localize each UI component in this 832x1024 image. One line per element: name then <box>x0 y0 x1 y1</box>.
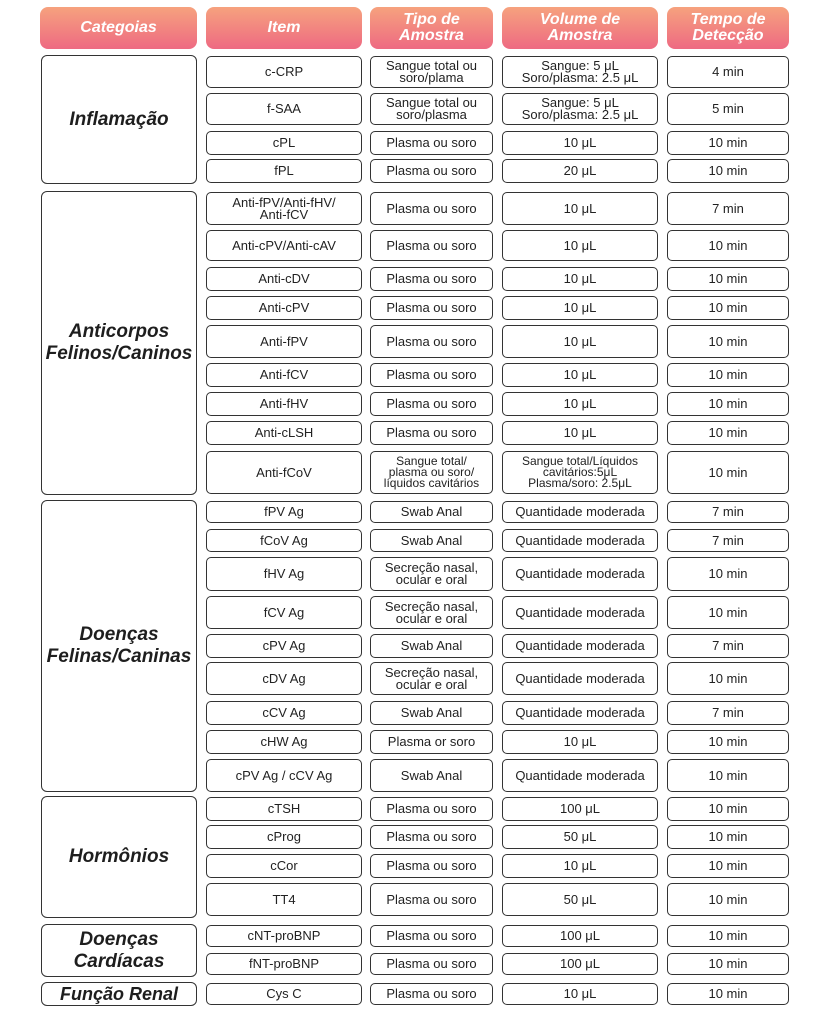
sample-volume-cell: Quantidade moderada <box>502 634 658 658</box>
detection-time-cell: 10 min <box>667 131 789 155</box>
detection-time-cell: 10 min <box>667 596 789 629</box>
item-cell: fPL <box>206 159 362 183</box>
sample-type-cell: Sangue total ou soro/plasma <box>370 93 493 125</box>
header-sample-volume: Volume de Amostra <box>502 7 658 49</box>
detection-time-cell: 5 min <box>667 93 789 125</box>
category-cell: Inflamação <box>41 55 197 184</box>
sample-volume-cell: Sangue: 5 μL Soro/plasma: 2.5 μL <box>502 56 658 88</box>
item-cell: Anti-fPV <box>206 325 362 358</box>
item-cell: TT4 <box>206 883 362 916</box>
detection-time-cell: 10 min <box>667 925 789 947</box>
sample-type-cell: Plasma ou soro <box>370 925 493 947</box>
sample-volume-cell: 10 μL <box>502 854 658 878</box>
item-cell: Anti-cPV/Anti-cAV <box>206 230 362 261</box>
item-cell: f-SAA <box>206 93 362 125</box>
item-cell: fHV Ag <box>206 557 362 591</box>
item-cell: cNT-proBNP <box>206 925 362 947</box>
sample-type-cell: Plasma ou soro <box>370 325 493 358</box>
sample-volume-cell: Quantidade moderada <box>502 662 658 695</box>
detection-time-cell: 10 min <box>667 759 789 792</box>
item-cell: Anti-fHV <box>206 392 362 416</box>
sample-type-cell: Sangue total ou soro/plama <box>370 56 493 88</box>
sample-volume-cell: 10 μL <box>502 983 658 1005</box>
detection-time-cell: 10 min <box>667 797 789 821</box>
item-cell: Cys C <box>206 983 362 1005</box>
sample-type-cell: Plasma ou soro <box>370 131 493 155</box>
sample-type-cell: Swab Anal <box>370 634 493 658</box>
detection-time-cell: 7 min <box>667 501 789 523</box>
sample-type-cell: Sangue total/ plasma ou soro/ líquidos cavitários <box>370 451 493 494</box>
detection-time-cell: 10 min <box>667 363 789 387</box>
sample-volume-cell: 100 μL <box>502 925 658 947</box>
detection-time-cell: 10 min <box>667 421 789 445</box>
item-cell: cPV Ag / cCV Ag <box>206 759 362 792</box>
sample-volume-cell: 10 μL <box>502 267 658 291</box>
header-item: Item <box>206 7 362 49</box>
sample-type-cell: Plasma ou soro <box>370 159 493 183</box>
detection-time-cell: 10 min <box>667 883 789 916</box>
sample-type-cell: Plasma ou soro <box>370 953 493 975</box>
item-cell: cCV Ag <box>206 701 362 725</box>
item-cell: cPV Ag <box>206 634 362 658</box>
detection-time-cell: 10 min <box>667 267 789 291</box>
detection-time-cell: 10 min <box>667 825 789 849</box>
detection-time-cell: 10 min <box>667 159 789 183</box>
sample-volume-cell: 50 μL <box>502 883 658 916</box>
item-cell: Anti-cPV <box>206 296 362 320</box>
category-cell: Anticorpos Felinos/Caninos <box>41 191 197 495</box>
sample-volume-cell: 10 μL <box>502 230 658 261</box>
detection-time-cell: 10 min <box>667 325 789 358</box>
sample-type-cell: Secreção nasal, ocular e oral <box>370 596 493 629</box>
detection-time-cell: 7 min <box>667 634 789 658</box>
item-cell: cCor <box>206 854 362 878</box>
sample-type-cell: Plasma ou soro <box>370 230 493 261</box>
detection-time-cell: 10 min <box>667 953 789 975</box>
sample-type-cell: Swab Anal <box>370 501 493 523</box>
sample-volume-cell: Quantidade moderada <box>502 501 658 523</box>
sample-type-cell: Plasma ou soro <box>370 296 493 320</box>
sample-volume-cell: 10 μL <box>502 296 658 320</box>
item-cell: fNT-proBNP <box>206 953 362 975</box>
detection-time-cell: 7 min <box>667 529 789 552</box>
sample-volume-cell: 20 μL <box>502 159 658 183</box>
category-cell: Doenças Felinas/Caninas <box>41 500 197 792</box>
sample-type-cell: Plasma ou soro <box>370 854 493 878</box>
sample-volume-cell: 10 μL <box>502 392 658 416</box>
sample-volume-cell: Quantidade moderada <box>502 557 658 591</box>
category-cell: Função Renal <box>41 982 197 1006</box>
sample-type-cell: Plasma ou soro <box>370 983 493 1005</box>
header-sample-type: Tipo de Amostra <box>370 7 493 49</box>
detection-time-cell: 10 min <box>667 392 789 416</box>
item-cell: fPV Ag <box>206 501 362 523</box>
sample-volume-cell: 50 μL <box>502 825 658 849</box>
item-cell: fCV Ag <box>206 596 362 629</box>
sample-type-cell: Plasma or soro <box>370 730 493 754</box>
item-cell: cHW Ag <box>206 730 362 754</box>
item-cell: Anti-cDV <box>206 267 362 291</box>
sample-type-cell: Plasma ou soro <box>370 825 493 849</box>
sample-volume-cell: 10 μL <box>502 325 658 358</box>
detection-time-cell: 10 min <box>667 854 789 878</box>
sample-volume-cell: 10 μL <box>502 192 658 225</box>
category-cell: Hormônios <box>41 796 197 918</box>
detection-time-cell: 10 min <box>667 296 789 320</box>
sample-volume-cell: 100 μL <box>502 797 658 821</box>
sample-type-cell: Secreção nasal, ocular e oral <box>370 557 493 591</box>
sample-volume-cell: Quantidade moderada <box>502 759 658 792</box>
sample-volume-cell: 10 μL <box>502 363 658 387</box>
item-cell: cTSH <box>206 797 362 821</box>
sample-volume-cell: 10 μL <box>502 131 658 155</box>
item-cell: fCoV Ag <box>206 529 362 552</box>
sample-volume-cell: Sangue: 5 μL Soro/plasma: 2.5 μL <box>502 93 658 125</box>
item-cell: cDV Ag <box>206 662 362 695</box>
item-cell: Anti-cLSH <box>206 421 362 445</box>
detection-time-cell: 10 min <box>667 983 789 1005</box>
sample-volume-cell: Quantidade moderada <box>502 701 658 725</box>
sample-type-cell: Swab Anal <box>370 529 493 552</box>
detection-time-cell: 7 min <box>667 192 789 225</box>
detection-time-cell: 10 min <box>667 557 789 591</box>
sample-volume-cell: Quantidade moderada <box>502 529 658 552</box>
sample-volume-cell: Quantidade moderada <box>502 596 658 629</box>
sample-volume-cell: Sangue total/Líquidos cavitários:5μL Plasma/soro: 2.5μL <box>502 451 658 494</box>
sample-type-cell: Swab Anal <box>370 759 493 792</box>
sample-type-cell: Plasma ou soro <box>370 267 493 291</box>
sample-type-cell: Swab Anal <box>370 701 493 725</box>
sample-volume-cell: 10 μL <box>502 730 658 754</box>
detection-time-cell: 4 min <box>667 56 789 88</box>
detection-time-cell: 10 min <box>667 730 789 754</box>
category-cell: Doenças Cardíacas <box>41 924 197 977</box>
sample-type-cell: Plasma ou soro <box>370 421 493 445</box>
item-cell: cProg <box>206 825 362 849</box>
sample-type-cell: Secreção nasal, ocular e oral <box>370 662 493 695</box>
header-detection-time: Tempo de Detecção <box>667 7 789 49</box>
sample-volume-cell: 10 μL <box>502 421 658 445</box>
item-cell: cPL <box>206 131 362 155</box>
item-cell: Anti-fCV <box>206 363 362 387</box>
sample-type-cell: Plasma ou soro <box>370 363 493 387</box>
item-cell: Anti-fCoV <box>206 451 362 494</box>
detection-time-cell: 10 min <box>667 230 789 261</box>
sample-type-cell: Plasma ou soro <box>370 797 493 821</box>
sample-type-cell: Plasma ou soro <box>370 883 493 916</box>
header-category: Categoias <box>40 7 197 49</box>
detection-time-cell: 10 min <box>667 662 789 695</box>
sample-type-cell: Plasma ou soro <box>370 192 493 225</box>
detection-time-cell: 10 min <box>667 451 789 494</box>
sample-type-cell: Plasma ou soro <box>370 392 493 416</box>
detection-time-cell: 7 min <box>667 701 789 725</box>
item-cell: c-CRP <box>206 56 362 88</box>
item-cell: Anti-fPV/Anti-fHV/ Anti-fCV <box>206 192 362 225</box>
sample-volume-cell: 100 μL <box>502 953 658 975</box>
